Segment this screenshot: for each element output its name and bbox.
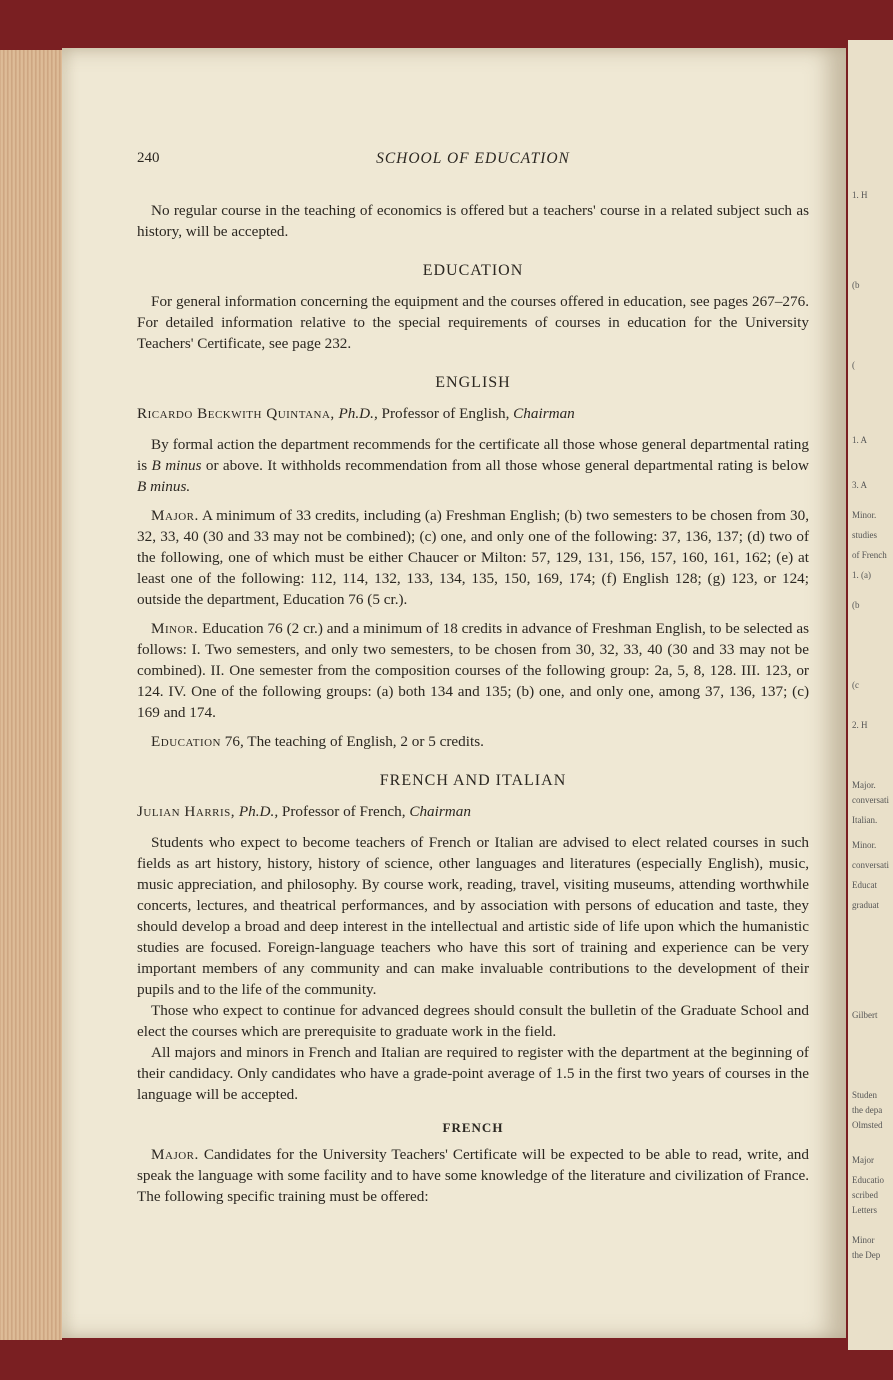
- french-para-advanced-degrees: Those who expect to continue for advanced degrees should consult the bulletin of the Graduate School and elect the courses which are prerequisite to graduate work in the field.: [137, 1002, 809, 1040]
- french-faculty-title: Professor of French,: [281, 803, 406, 820]
- english-faculty-degree: Ph.D.,: [338, 405, 378, 422]
- french-faculty: [137, 801, 809, 822]
- education-paragraph: For general information concerning the equipment and the courses offered in education, see pages 267–276. For detailed information relative to the special requirements of courses in education for the University Teachers' Certificate, see page 232.: [137, 293, 809, 352]
- french-italian-heading: FRENCH AND ITALIAN: [379, 772, 567, 789]
- english-minor-paragraph: [137, 618, 809, 723]
- english-rating-text-b: or above. It withholds recommendation from all those whose general departmental rating is below: [205, 457, 810, 474]
- facing-page-fragment: Educat: [852, 880, 877, 890]
- facing-page-fragment: 1. A: [852, 435, 868, 445]
- facing-page-fragment: the Dep: [852, 1250, 881, 1260]
- facing-page-fragment: conversati: [852, 860, 889, 870]
- english-faculty-title: Professor of English,: [381, 405, 510, 422]
- english-education-paragraph: [137, 731, 809, 752]
- facing-page-fragment: studies: [852, 530, 878, 540]
- facing-page-fragment: graduat: [852, 900, 879, 910]
- facing-page-fragment: (: [852, 360, 855, 370]
- facing-page-fragment: Olmsted: [852, 1120, 883, 1130]
- facing-page-fragment: Studen: [852, 1090, 878, 1100]
- facing-page-edge: [848, 40, 893, 1350]
- facing-page-fragment: 1. H: [852, 190, 868, 200]
- facing-page-fragment: Major: [852, 1155, 874, 1165]
- french-major-label: Major.: [151, 1146, 199, 1163]
- english-rating-paragraph: [137, 434, 809, 497]
- english-major-text: A minimum of 33 credits, including (a) Freshman English; (b) two semesters to be chosen from 30, 32, 33, 40 (30 and 33 may not be combined); (c) one, and only one of the following: 37, 136, 137; (d) two of the following, one of which must be either Chaucer or Milton: 57, 129, 131, 156, 157, 160, 161, 162; (e) at least one of the following: 112, 114, 132, 133, 134, 135, 150, 169, 174; (f) English 128; (g) 123, or 124; outside the department, Education 76 (5 cr.).: [137, 507, 809, 608]
- english-rating-grade-a: B minus: [151, 457, 202, 474]
- book-page: [62, 48, 846, 1338]
- facing-page-fragment: Minor: [852, 1235, 875, 1245]
- french-major-paragraph: [137, 1144, 809, 1207]
- facing-page-fragment: conversati: [852, 795, 889, 805]
- english-major-label: Major.: [151, 507, 199, 524]
- education-heading: EDUCATION: [422, 262, 524, 279]
- facing-page-fragment: 2. H: [852, 720, 868, 730]
- english-minor-text: Education 76 (2 cr.) and a minimum of 18 credits in advance of Freshman English, to be selected as follows: I. Two semesters, and only two semesters, to be chosen from 30, 32, 33, 40 (30 and 33 may not be combined). II. One semester from the composition courses of the following group: 2a, 5, 8, 128. III. 123, or 124. IV. One of the following groups: (a) both 134 and 135; (b) one, and only one, among 37, 136, 137; (c) 169 and 174.: [137, 620, 809, 721]
- running-head: [137, 148, 809, 172]
- facing-page-fragment: scribed: [852, 1190, 878, 1200]
- french-para-registration: All majors and minors in French and Italian are required to register with the department at the beginning of their candidacy. Only candidates who have a grade-point average of 1.5 in the first two years of courses in the language will be accepted.: [137, 1044, 809, 1103]
- english-faculty-role: Chairman: [513, 405, 575, 422]
- english-rating-text-a: By formal action the department recommends for the certificate all those whose general departmental rating is: [137, 436, 809, 474]
- french-subheading: FRENCH: [442, 1120, 504, 1135]
- facing-page-fragment: Minor.: [852, 840, 877, 850]
- facing-page-fragment: Minor.: [852, 510, 877, 520]
- english-faculty-name: Ricardo Beckwith Quintana,: [137, 405, 335, 422]
- intro-paragraph: No regular course in the teaching of economics is offered but a teachers' course in a related subject such as history, will be accepted.: [137, 202, 809, 240]
- facing-page-fragment: 1. (a): [852, 570, 871, 580]
- french-faculty-name: Julian Harris,: [137, 803, 236, 820]
- english-major-paragraph: [137, 505, 809, 610]
- facing-page-fragment: 3. A: [852, 480, 868, 490]
- facing-page-fragment: Educatio: [852, 1175, 884, 1185]
- facing-page-fragment: Letters: [852, 1205, 877, 1215]
- facing-page-fragment: (c: [852, 680, 859, 690]
- facing-page-fragment: (b: [852, 600, 860, 610]
- facing-page-fragment: Gilbert: [852, 1010, 878, 1020]
- english-faculty: [137, 403, 809, 424]
- french-faculty-role: Chairman: [409, 803, 471, 820]
- french-major-text: Candidates for the University Teachers' Certificate will be expected to be able to read, write, and speak the language with some facility and to have some knowledge of the literature and civilization of France. The following specific training must be offered:: [137, 1146, 809, 1205]
- french-faculty-degree: Ph.D.,: [238, 803, 279, 820]
- french-para-related-courses: Students who expect to become teachers of French or Italian are advised to elect related courses in such fields as art history, history, history of science, other languages and literatures (especially English), music, music appreciation, and philosophy. By course work, reading, travel, visiting museums, attending worthwhile concerts, lectures, and theatrical performances, and by association with persons of education and taste, they should develop a broad and deep interest in the intellectual and artistic side of life upon which the humanistic studies are focused. Foreign-language teachers who have this sort of training and experience can be very important members of any community and can make invaluable contributions to the development of their pupils and to the life of the community.: [137, 834, 809, 998]
- facing-page-fragment: Major.: [852, 780, 876, 790]
- page-number: 240: [137, 150, 160, 166]
- facing-page-fragment: Italian.: [852, 815, 878, 825]
- book-page-edges-left: [0, 50, 62, 1340]
- english-education-label: Education: [151, 733, 221, 750]
- english-minor-label: Minor.: [151, 620, 199, 637]
- facing-page-fragment: (b: [852, 280, 860, 290]
- english-heading: ENGLISH: [435, 374, 511, 391]
- english-rating-grade-b: B minus.: [137, 478, 191, 495]
- english-education-text: 76, The teaching of English, 2 or 5 credits.: [224, 733, 484, 750]
- facing-page-fragment: of French: [852, 550, 887, 560]
- running-title: SCHOOL OF EDUCATION: [376, 150, 570, 167]
- facing-page-fragment: the depa: [852, 1105, 883, 1115]
- page-content: [137, 148, 809, 1207]
